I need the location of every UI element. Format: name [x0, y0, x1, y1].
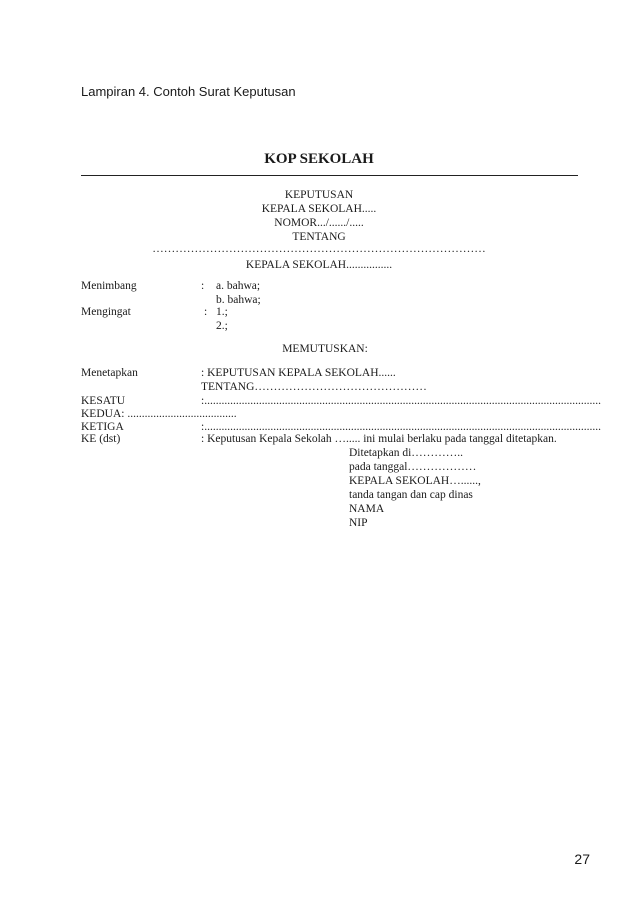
menimbang-item-a: a. bahwa;	[216, 280, 261, 292]
ketiga-value: :..........................................................................................................................................	[201, 421, 601, 433]
kedua-label: KEDUA: ......................................	[81, 408, 237, 420]
header-dotted-line: ……………………………………………………………………………	[152, 243, 486, 255]
signature-nip: NIP	[349, 517, 368, 529]
header-line-tentang: TENTANG	[292, 231, 346, 243]
menetapkan-label: Menetapkan	[81, 367, 138, 379]
signature-place: Ditetapkan di…………..	[349, 447, 464, 459]
menimbang-item-b: b. bahwa;	[216, 294, 261, 306]
kesatu-label: KESATU	[81, 395, 126, 407]
signature-stamp-note: tanda tangan dan cap dinas	[349, 489, 473, 501]
menetapkan-value: : KEPUTUSAN KEPALA SEKOLAH......	[201, 367, 396, 379]
header-line-nomor: NOMOR.../....../.....	[274, 217, 364, 229]
mengingat-item-1: 1.;	[216, 306, 228, 318]
mengingat-label: Mengingat	[81, 306, 131, 318]
header-line-keputusan: KEPUTUSAN	[284, 189, 354, 201]
kop-sekolah-heading: KOP SEKOLAH	[264, 151, 374, 167]
page-caption: Lampiran 4. Contoh Surat Keputusan	[81, 84, 296, 99]
ke-dst-label: KE (dst)	[81, 433, 121, 445]
header-issuer: KEPALA SEKOLAH................	[245, 259, 393, 271]
signature-name: NAMA	[349, 503, 385, 515]
ketiga-label: KETIGA	[81, 421, 124, 433]
kesatu-value: :..........................................................................................................................................	[201, 395, 601, 407]
mengingat-item-2: 2.;	[216, 320, 228, 332]
header-rule	[81, 175, 578, 176]
mengingat-colon: :	[204, 306, 208, 318]
ke-dst-value: : Keputusan Kepala Sekolah …..... ini mulai berlaku pada tanggal ditetapkan.	[201, 433, 557, 445]
signature-title: KEPALA SEKOLAH…......,	[349, 475, 481, 487]
memutuskan-heading: MEMUTUSKAN:	[282, 343, 368, 355]
menimbang-label: Menimbang	[81, 280, 137, 292]
header-line-kepala-sekolah: KEPALA SEKOLAH.....	[261, 203, 377, 215]
menetapkan-tentang: TENTANG………………………………………	[201, 381, 427, 393]
menimbang-colon: :	[201, 280, 205, 292]
page-number: 27	[574, 851, 590, 867]
signature-date: pada tanggal………………	[349, 461, 477, 473]
